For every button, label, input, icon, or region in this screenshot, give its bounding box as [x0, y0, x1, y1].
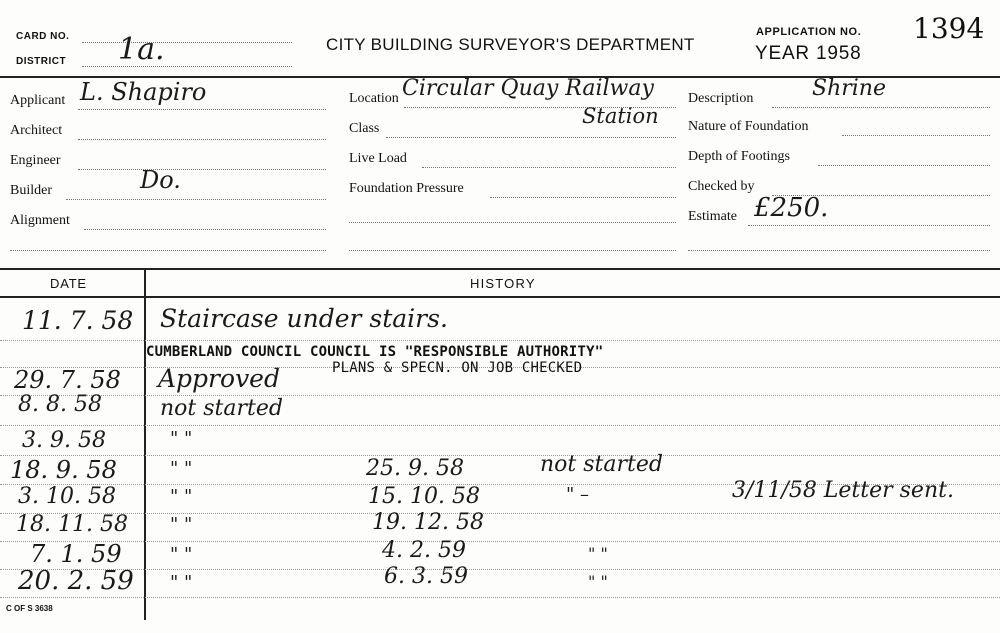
history-followup-date: 15. 10. 58: [368, 484, 480, 509]
description-line: [772, 107, 990, 108]
column2-extra-line: [349, 222, 676, 223]
application-no-label: APPLICATION NO.: [756, 26, 862, 38]
history-date: 29. 7. 58: [14, 366, 121, 394]
applicant-label: Applicant: [10, 93, 66, 108]
history-followup-date: 25. 9. 58: [366, 456, 464, 481]
column3-extra-line: [688, 250, 990, 251]
estimate-line: [748, 225, 990, 226]
history-followup-date: 4. 2. 59: [382, 538, 466, 563]
district-line: [82, 66, 292, 67]
history-entry: " ": [170, 514, 193, 535]
card-no-label: CARD NO.: [16, 31, 70, 42]
class-value: Station: [582, 104, 659, 128]
history-line: [0, 395, 1000, 396]
history-entry: " ": [170, 572, 193, 593]
history-followup-date: 19. 12. 58: [372, 510, 484, 535]
checked-by-label: Checked by: [688, 179, 755, 194]
estimate-label: Estimate: [688, 209, 737, 224]
history-date: 20. 2. 59: [18, 566, 134, 596]
plans-checked-stamp: PLANS & SPECN. ON JOB CHECKED: [332, 360, 583, 376]
engineer-label: Engineer: [10, 153, 61, 168]
class-label: Class: [349, 121, 380, 136]
history-date: 18. 9. 58: [10, 456, 117, 484]
history-date: 3. 9. 58: [22, 428, 106, 453]
history-line: [0, 455, 1000, 456]
foundation-pressure-line: [490, 197, 676, 198]
year-label: YEAR 1958: [755, 43, 862, 64]
live-load-line: [422, 167, 676, 168]
history-followup-text: not started: [540, 452, 663, 477]
description-label: Description: [688, 91, 754, 106]
nature-foundation-label: Nature of Foundation: [688, 119, 809, 134]
alignment-line: [84, 229, 326, 230]
foundation-pressure-label: Foundation Pressure: [349, 181, 464, 196]
authority-stamp: CUMBERLAND COUNCIL COUNCIL IS "RESPONSIBLE AUTHORITY": [146, 344, 604, 360]
history-top-rule: [0, 268, 1000, 270]
builder-value: Do.: [140, 166, 181, 194]
architect-line: [78, 139, 326, 140]
history-line: [0, 340, 1000, 341]
builder-line: [66, 199, 326, 200]
engineer-line: [78, 169, 326, 170]
history-date: 11. 7. 58: [22, 306, 134, 335]
depth-footings-label: Depth of Footings: [688, 149, 790, 164]
location-value: Circular Quay Railway: [402, 76, 654, 101]
history-followup-text: " ": [588, 572, 608, 591]
architect-label: Architect: [10, 123, 63, 138]
history-entry: not started: [160, 396, 283, 421]
history-line: [0, 541, 1000, 542]
depth-footings-line: [818, 165, 990, 166]
history-entry: " ": [170, 458, 193, 479]
card-no-line: [82, 42, 292, 43]
district-value: 1a.: [118, 32, 165, 67]
alignment-label: Alignment: [10, 213, 70, 228]
history-entry: " ": [170, 544, 193, 565]
history-followup-date: 6. 3. 59: [384, 564, 468, 589]
applicant-value: L. Shapiro: [80, 78, 207, 106]
history-entry: Approved: [158, 364, 280, 393]
history-letter-note: 3/11/58 Letter sent.: [732, 478, 954, 503]
application-number: 1394: [913, 12, 985, 45]
history-line: [0, 425, 1000, 426]
history-line: [0, 569, 1000, 570]
history-entry: " ": [170, 428, 193, 449]
form-code: C OF S 3638: [6, 604, 53, 613]
district-label: DISTRICT: [16, 56, 67, 67]
department-title: CITY BUILDING SURVEYOR'S DEPARTMENT: [326, 35, 695, 54]
history-followup-text: " –: [566, 484, 590, 505]
history-date: 7. 1. 59: [30, 540, 122, 568]
history-entry: Staircase under stairs.: [160, 304, 448, 333]
history-line: [0, 513, 1000, 514]
history-line: [0, 597, 1000, 598]
history-followup-text: " ": [588, 544, 608, 563]
estimate-value: £250.: [754, 193, 829, 223]
date-header: DATE: [50, 276, 87, 291]
history-entry: " ": [170, 486, 193, 507]
alignment-line-2: [10, 250, 326, 251]
column2-extra-line-2: [349, 250, 676, 251]
history-date: 18. 11. 58: [16, 512, 128, 537]
live-load-label: Live Load: [349, 151, 407, 166]
class-line: [386, 137, 676, 138]
builder-label: Builder: [10, 183, 52, 198]
date-column-rule: [144, 268, 146, 620]
history-date: 8. 8. 58: [18, 392, 102, 417]
location-label: Location: [349, 91, 399, 106]
history-header-rule: [0, 296, 1000, 298]
history-header: HISTORY: [470, 276, 536, 291]
nature-foundation-line: [842, 135, 990, 136]
history-date: 3. 10. 58: [18, 484, 116, 509]
description-value: Shrine: [812, 76, 886, 101]
applicant-line: [78, 109, 326, 110]
